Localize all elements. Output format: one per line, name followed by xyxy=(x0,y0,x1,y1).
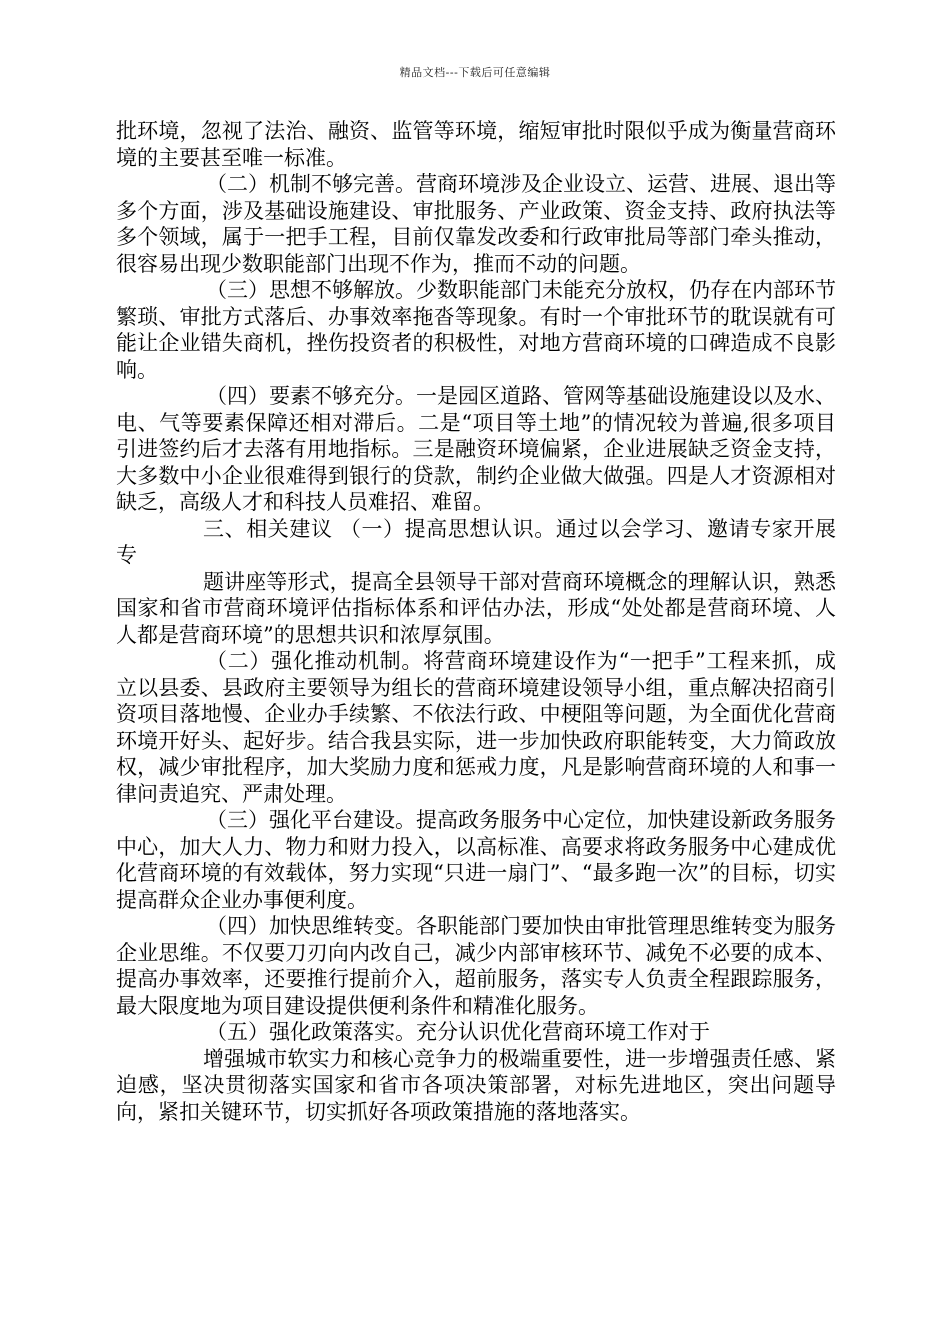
paragraph-mechanism: （二）机制不够完善。营商环境涉及企业设立、运营、进展、退出等多个方面，涉及基础设施建设、审批服务、产业政策、资金支持、政府执法等多个领域，属于一把手工程，目前仅靠发改委和行政审批局等部门牵头推动，很容易出现少数职能部门出现不作为，推而不动的问题。 xyxy=(116,172,836,276)
paragraph-platform: （三）强化平台建设。提高政务服务中心定位，加快建设新政务服务中心，加大人力、物力和财力投入，以高标准、高要求将政务服务中心建成优化营商环境的有效载体，努力实现“只进一扇门”、“最多跑一次”的目标，切实提高群众企业办事便利度。 xyxy=(116,808,836,912)
paragraph-elements: （四）要素不够充分。一是园区道路、管网等基础设施建设以及水、电、气等要素保障还相对滞后。二是“项目等土地”的情况较为普遍,很多项目引进签约后才去落有用地指标。三是融资环境偏紧，企业进展缺乏资金支持，大多数中小企业很难得到银行的贷款，制约企业做大做强。四是人才资源相对缺乏，高级人才和科技人员难招、难留。 xyxy=(116,384,836,514)
paragraph-mechanism-push: （二）强化推动机制。将营商环境建设作为“一把手”工程来抓，成立以县委、县政府主要领导为组长的营商环境建设领导小组，重点解决招商引资项目落地慢、企业办手续繁、不依法行政、中梗阻等问题，为全面优化营商环境开好头、起好步。结合我县实际，进一步加快政府职能转变，大力简政放权，减少审批程序，加大奖励力度和惩戒力度，凡是影响营商环境的人和事一律问责追究、严肃处理。 xyxy=(116,649,836,806)
paragraph-suggestions-heading: 三、相关建议 （一）提高思想认识。通过以会学习、邀请专家开展专 xyxy=(116,516,836,567)
page-header: 精品文档---下载后可任意编辑 xyxy=(399,66,551,79)
paragraph-mindset: （四）加快思维转变。各职能部门要加快由审批管理思维转变为服务企业思维。不仅要刀刃向内改自己，减少内部审核环节、减免不必要的成本、提高办事效率，还要推行提前介入，超前服务，落实专人负责全程跟踪服务，最大限度地为项目建设提供便利条件和精准化服务。 xyxy=(116,914,836,1018)
document-body xyxy=(116,118,836,1125)
paragraph-policy: （五）强化政策落实。充分认识优化营商环境工作对于 xyxy=(206,1020,710,1044)
paragraph-continuation: 批环境，忽视了法治、融资、监管等环境，缩短审批时限似乎成为衡量营商环境的主要甚至唯一标准。 xyxy=(116,119,836,170)
paragraph-thinking: （三）思想不够解放。少数职能部门未能充分放权，仍存在内部环节繁琐、审批方式落后、办事效率拖沓等现象。有时一个审批环节的耽误就有可能让企业错失商机，挫伤投资者的积极性，对地方营商环境的口碑造成不良影响。 xyxy=(116,278,836,382)
paragraph-lecture: 题讲座等形式，提高全县领导干部对营商环境概念的理解认识，熟悉国家和省市营商环境评估指标体系和评估办法，形成“处处都是营商环境、人人都是营商环境”的思想共识和浓厚氛围。 xyxy=(116,569,836,647)
paragraph-strengthen: 增强城市软实力和核心竞争力的极端重要性，进一步增强责任感、紧迫感，坚决贯彻落实国家和省市各项决策部署，对标先进地区，突出问题导向，紧扣关键环节，切实抓好各项政策措施的落地落实。 xyxy=(116,1046,836,1124)
